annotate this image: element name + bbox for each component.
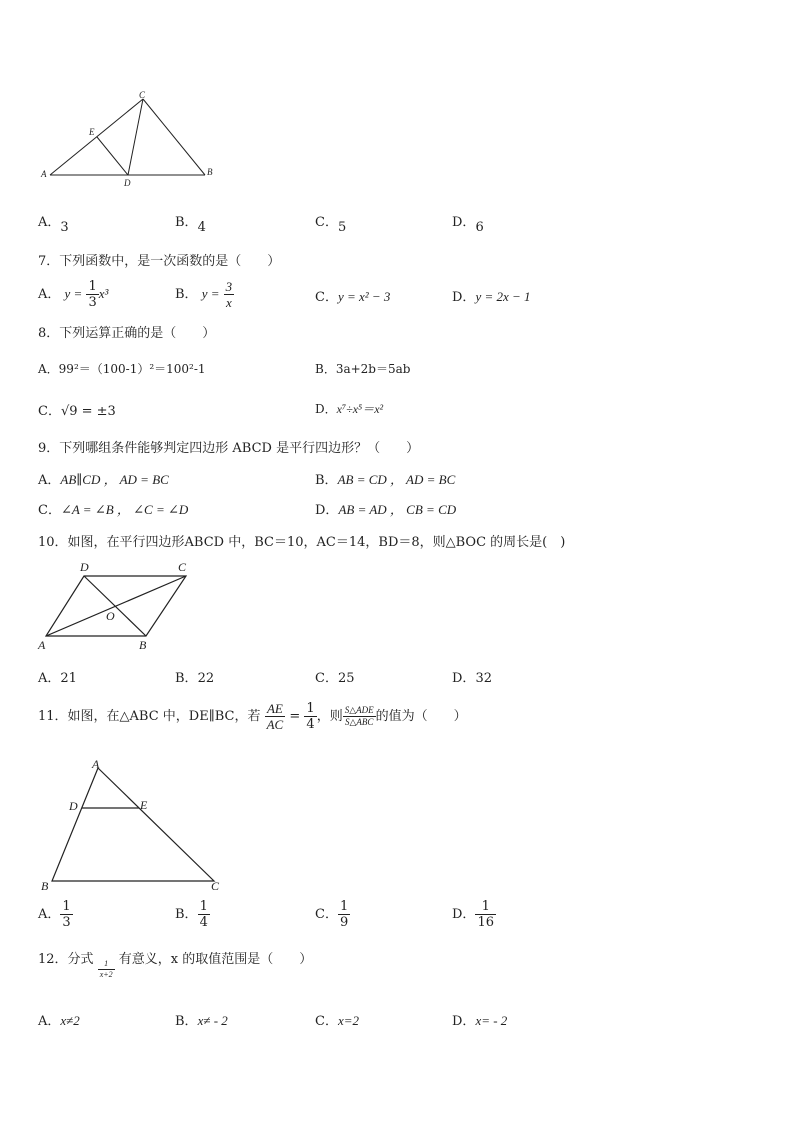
label-d: D [124,178,131,188]
option-letter: B． [175,1014,198,1029]
label-c: C [178,560,187,574]
q8-option-a[interactable] [38,360,206,377]
figure-triangle-abc-de [36,756,226,892]
q11-equals: = [289,709,301,724]
option-letter: A． [38,671,61,686]
label-d: D [69,799,78,813]
q7-option-d[interactable] [452,286,531,305]
label-c: C [211,879,220,892]
option-text: 32 [475,671,492,686]
label-d: D [80,560,89,574]
q12-stem [38,948,313,979]
q9-stem: 9．下列哪组条件能够判定四边形 ABCD 是平行四边形？（ ） [38,441,420,456]
label-e: E [140,798,148,812]
option-text: 99²＝（100-1）²＝100²-1 [58,362,206,376]
option-letter: D． [315,503,339,518]
option-text: x⁷÷x⁵＝x² [336,402,384,416]
q9-option-a[interactable] [38,469,169,488]
option-letter: D． [452,907,476,922]
q12-option-c[interactable] [315,1010,359,1029]
q12-option-b[interactable] [175,1010,228,1029]
q11-option-b[interactable] [175,900,210,929]
option-text: 5 [337,220,347,235]
q8-option-d[interactable] [315,400,383,417]
option-post: x³ [98,286,109,301]
q10-option-d[interactable] [452,667,492,686]
q12-option-a[interactable] [38,1010,80,1029]
q8-option-b[interactable] [315,360,410,377]
q8-stem: 8．下列运算正确的是（ ） [38,326,216,341]
q11-fraction-ae-ac: $\frac{AE}{AC}$ [266,701,284,732]
option-text: ∠A = ∠B ， ∠C = ∠D [60,502,189,517]
option-letter: D． [452,1014,476,1029]
option-letter: B． [175,907,198,922]
q7-option-b[interactable] [175,280,234,309]
option-text: 3 [60,220,69,235]
label-b: B [41,879,49,892]
q10-stem: 10．如图，在平行四边形ABCD 中，BC＝10，AC＝14，BD＝8，则△BOC 的周长是( ) [38,535,566,550]
q7-option-a[interactable] [38,280,108,309]
label-b: B [207,167,213,177]
q10-option-c[interactable] [315,667,355,686]
option-letter: B． [175,215,198,230]
option-text: x= - 2 [475,1013,508,1028]
q11-stem-mid: ，则 [316,709,343,724]
q9-option-b[interactable] [315,469,455,488]
option-letter: C． [315,907,338,922]
q11-option-d[interactable] [452,900,496,929]
option-pre: y = [201,286,220,301]
option-letter: A． [38,362,59,376]
q6-option-c[interactable] [315,211,347,235]
option-pre: y = [64,286,83,301]
q7-stem: 7．下列函数中，是一次函数的是（ ） [38,254,281,269]
option-letter: A． [38,287,61,302]
q8-option-c[interactable] [38,400,116,419]
option-fraction: $\frac{1}{16}$ [477,899,494,930]
option-fraction: $\frac{1}{9}$ [339,899,349,930]
label-c: C [139,90,146,100]
option-fraction: $\frac{1}{4}$ [199,899,208,930]
option-text: 25 [337,671,355,686]
option-letter: A． [38,473,61,488]
label-o: O [106,609,115,623]
option-letter: C． [315,671,338,686]
option-letter: A． [38,907,61,922]
option-letter: B． [315,362,336,376]
q12-stem-post: 有意义，x 的取值范围是（ ） [118,952,313,967]
q10-option-b[interactable] [175,667,214,686]
label-a: A [38,638,46,652]
q11-option-a[interactable] [38,900,73,929]
option-letter: C． [38,503,61,518]
option-text: AB∥CD ， AD = BC [60,472,169,487]
option-text: AB = AD ， CB = CD [338,502,457,517]
figure-triangle-acb [38,88,223,190]
q11-area-ratio: $\frac{\text{S△ADE}}{\text{S△ABC}}$ [344,705,374,727]
label-a: A [92,757,100,771]
q9-option-c[interactable] [38,499,188,518]
label-e: E [89,127,95,137]
option-letter: C． [38,404,61,419]
q11-fraction-one-quarter: $\frac{1}{4}$ [306,701,315,732]
option-text: 22 [197,671,215,686]
option-letter: B． [175,287,198,302]
q12-option-d[interactable] [452,1010,507,1029]
q10-option-a[interactable] [38,667,77,686]
option-letter: B． [175,671,198,686]
option-letter: B． [315,473,338,488]
option-letter: D． [452,215,476,230]
q7-option-c[interactable] [315,286,390,305]
q12-stem-pre: 12．分式 [38,952,94,967]
option-text: 21 [60,671,77,686]
option-text: y = x² − 3 [337,289,391,304]
q6-option-b[interactable] [175,211,206,235]
label-b: B [139,638,147,652]
option-letter: C． [315,1014,338,1029]
label-a: A [41,169,47,179]
q11-stem [38,702,467,731]
option-letter: D． [452,671,476,686]
option-text: y = 2x − 1 [475,289,531,304]
option-letter: D． [315,402,337,416]
option-fraction: $\frac{3}{x}$ [225,279,233,310]
option-letter: C． [315,290,338,305]
option-letter: A． [38,1014,61,1029]
option-text: 4 [197,220,206,235]
q11-stem-post: 的值为（ ） [375,709,467,724]
option-letter: A． [38,215,61,230]
option-text: AB = CD ， AD = BC [337,472,456,487]
q11-option-c[interactable] [315,900,350,929]
option-letter: C． [315,215,338,230]
option-text: x≠2 [60,1013,80,1028]
q12-fraction: $\frac{1}{x+2}$ [99,959,113,979]
q6-option-d[interactable] [452,211,484,235]
option-text: x≠ - 2 [197,1013,228,1028]
figure-parallelogram-abcd [36,558,196,652]
option-text: 6 [475,220,484,235]
option-text: 3a+2b＝5ab [335,362,411,376]
option-letter: D． [452,290,476,305]
option-fraction: $\frac{1}{3}$ [62,899,71,930]
option-fraction: $\frac{1}{3}$ [88,279,97,310]
option-text: x=2 [337,1013,359,1028]
option-text: √9 = ±3 [60,404,116,419]
q6-option-a[interactable] [38,211,69,235]
q9-option-d[interactable] [315,499,456,518]
q11-stem-pre: 11．如图，在△ABC 中，DE∥BC，若 [38,709,261,724]
